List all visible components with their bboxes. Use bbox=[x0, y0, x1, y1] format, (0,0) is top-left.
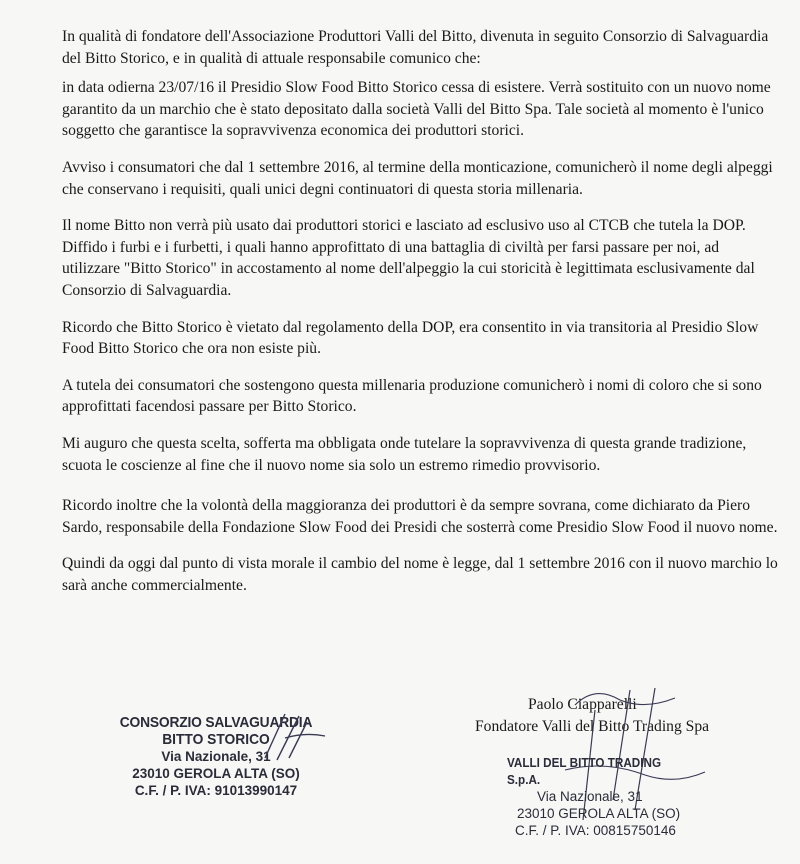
stamp-city: 23010 GEROLA ALTA (SO) bbox=[132, 766, 300, 781]
stamp-company-name: VALLI DEL BITTO TRADING S.p.A. bbox=[507, 755, 662, 787]
valli-del-bitto-stamp bbox=[495, 754, 715, 839]
paragraph-dop-rule: Ricordo che Bitto Storico è vietato dal regolamento della DOP, era consentito in via transitoria al Presidio Slow Food Bitto Storico che ora non esiste più. bbox=[62, 318, 759, 358]
consorzio-stamp bbox=[96, 714, 336, 799]
paragraph-presidio-cessation: in data odierna 23/07/16 il Presidio Slow Food Bitto Storico cessa di esistere. Verrà sostituito con un nuovo nome garantito da un marchio che è stato depositato dalla società Valli del Bitto Spa. Tale società al momento è l'unico soggetto che garantisce la sopravvivenza economica dei produttori storici. bbox=[62, 79, 771, 140]
signer-name: Paolo Ciapparelli bbox=[528, 696, 637, 713]
paragraph-warning: Diffido i furbi e i furbetti, i quali hanno approfittato di una battaglia di civiltà per farsi passare per noi, ad utilizzare "Bitto Storico" in accostamento al nome dell'alpeggio la cui storicità è legittimata esclusivamente dal Consorzio di Salvaguardia. bbox=[62, 238, 755, 299]
signature-block bbox=[475, 694, 775, 737]
stamp-org-subname: BITTO STORICO bbox=[162, 731, 270, 748]
stamp-company-city: 23010 GEROLA ALTA (SO) bbox=[517, 806, 681, 821]
stamp-company-tax-id: C.F. / P. IVA: 00815750146 bbox=[515, 823, 676, 838]
stamp-tax-id: C.F. / P. IVA: 91013990147 bbox=[134, 783, 298, 798]
paragraph-consumer-protection: A tutela dei consumatori che sostengono questa millenaria produzione comunicherò i nomi di coloro che si sono approfittati facendosi passare per Bitto Storico. bbox=[62, 376, 762, 416]
paragraph-bitto-name: Il nome Bitto non verrà più usato dai produttori storici e lasciato ad esclusivo uso al CTCB che tutela la DOP. bbox=[62, 217, 746, 235]
paragraph-conclusion: Quindi da oggi dal punto di vista morale il cambio del nome è legge, dal 1 settembre 2016 con il nuovo marchio lo sarà anche commercialmente. bbox=[62, 555, 778, 594]
stamp-company-address: Via Nazionale, 31 bbox=[537, 789, 643, 804]
paragraph-majority: Ricordo inoltre che la volontà della maggioranza dei produttori è da sempre sovrana, come dichiarato da Piero Sardo, responsabile della Fondazione Slow Food dei Presidi che sosterrà come Presidio Slow Food il nuovo nome. bbox=[62, 497, 778, 536]
signer-role: Fondatore Valli del Bitto Trading Spa bbox=[475, 717, 710, 735]
stamp-address: Via Nazionale, 31 bbox=[161, 749, 271, 764]
paragraph-consumer-notice: Avviso i consumatori che dal 1 settembre 2016, al termine della monticazione, comunicherò il nome degli alpeggi che conservano i requisiti, quali unici degni continuatori di questa storia millenaria. bbox=[62, 158, 773, 198]
letter-body bbox=[62, 26, 778, 611]
stamp-org-name: CONSORZIO SALVAGUARDIA bbox=[119, 714, 313, 731]
paragraph-hope: Mi auguro che questa scelta, sofferta ma obbligata onde tutelare la sopravvivenza di questa grande tradizione, scuota le coscienze al fine che il nuovo nome sia solo un estremo rimedio provvisorio. bbox=[62, 434, 747, 474]
paragraph-intro: In qualità di fondatore dell'Associazione Produttori Valli del Bitto, divenuta in seguito Consorzio di Salvaguardia del Bitto Storico, e in qualità di attuale responsabile comunico che: bbox=[62, 28, 769, 67]
